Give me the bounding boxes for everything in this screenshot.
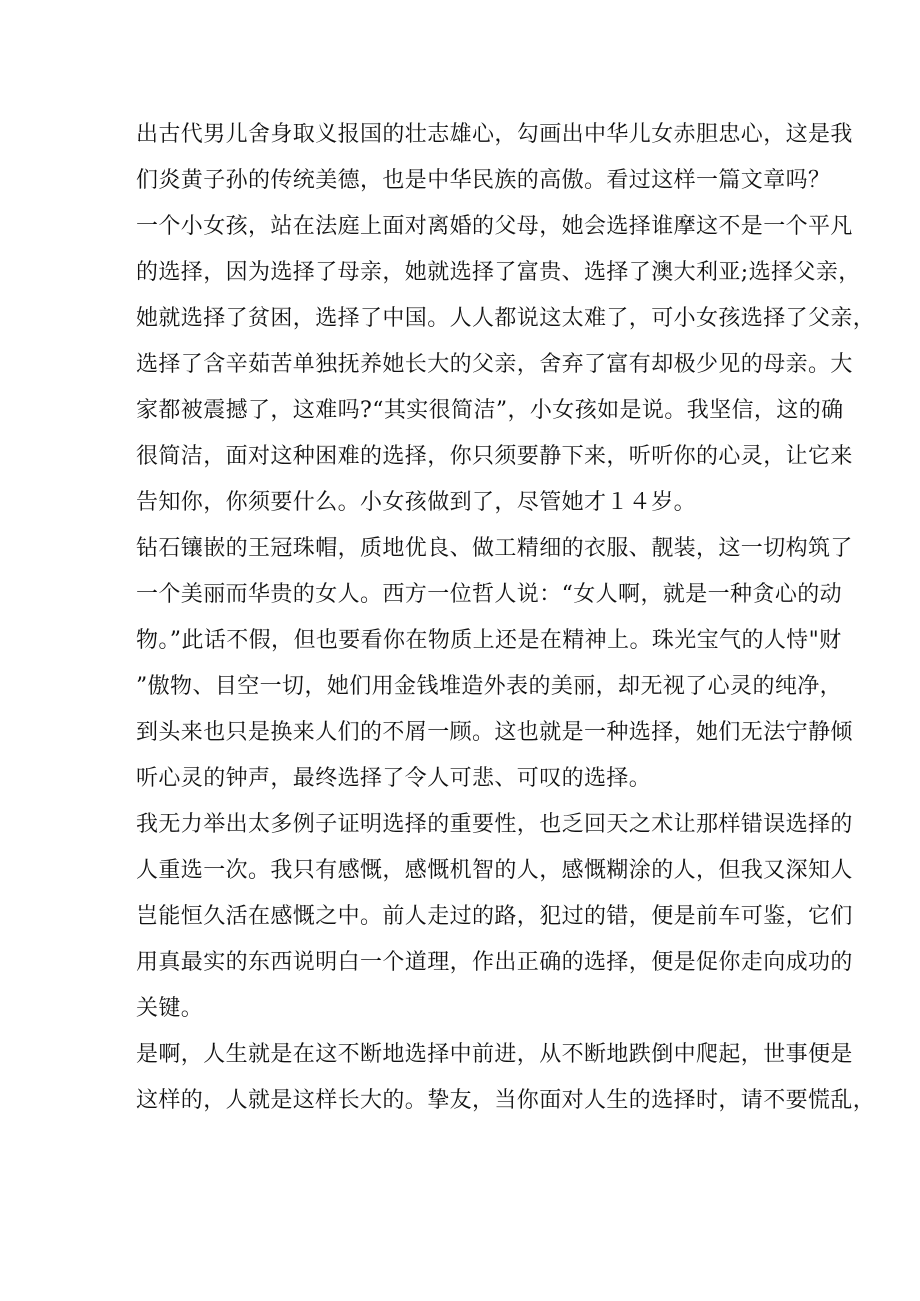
text-line: 她就选择了贫困，选择了中国。人人都说这太难了，可小女孩选择了父亲， <box>136 306 876 331</box>
text-line: 的选择，因为选择了母亲，她就选择了富贵、选择了澳大利亚;选择父亲， <box>136 260 861 285</box>
text-line: 出古代男儿舍身取义报国的壮志雄心，勾画出中华儿女赤胆忠心，这是我 <box>136 122 853 147</box>
text-line: 很简洁，面对这种困难的选择，你只须要静下来，听听你的心灵，让它来 <box>136 444 853 469</box>
text-line: 用真最实的东西说明白一个道理，作出正确的选择，便是促你走向成功的 <box>136 950 853 975</box>
text-line: 物。”此话不假，但也要看你在物质上还是在精神上。珠光宝气的人恃"财 <box>136 628 842 653</box>
text-line: 一个美丽而华贵的女人。西方一位哲人说：“女人啊，就是一种贪心的动 <box>136 582 843 607</box>
text-line: 这样的，人就是这样长大的。挚友，当你面对人生的选择时，请不要慌乱， <box>136 1088 876 1113</box>
text-line: 选择了含辛茹苦单独抚养她长大的父亲，舍弃了富有却极少见的母亲。大 <box>136 352 853 377</box>
text-line: 关键。 <box>136 996 204 1021</box>
text-line: 人重选一次。我只有感慨，感慨机智的人，感慨糊涂的人，但我又深知人 <box>136 858 853 883</box>
text-line: 是啊，人生就是在这不断地选择中前进，从不断地跌倒中爬起，世事便是 <box>136 1042 853 1067</box>
text-line: 们炎黄子孙的传统美德，也是中华民族的高傲。看过这样一篇文章吗？ <box>136 168 831 193</box>
text-line: 告知你，你须要什么。小女孩做到了，尽管她才１４岁。 <box>136 490 697 515</box>
text-line: 一个小女孩，站在法庭上面对离婚的父母，她会选择谁摩这不是一个平凡 <box>136 214 853 239</box>
text-line: 钻石镶嵌的王冠珠帽，质地优良、做工精细的衣服、靓装，这一切构筑了 <box>136 536 853 561</box>
text-line: ”傲物、目空一切，她们用金钱堆造外表的美丽，却无视了心灵的纯净， <box>136 674 843 699</box>
text-line: 到头来也只是换来人们的不屑一顾。这也就是一种选择，她们无法宁静倾 <box>136 720 853 745</box>
text-line: 岂能恒久活在感慨之中。前人走过的路，犯过的错，便是前车可鉴，它们 <box>136 904 853 929</box>
text-line: 家都被震撼了，这难吗?“其实很简洁”，小女孩如是说。我坚信，这的确 <box>136 398 844 423</box>
text-line: 我无力举出太多例子证明选择的重要性，也乏回天之术让那样错误选择的 <box>136 812 853 837</box>
text-line: 听心灵的钟声，最终选择了令人可悲、可叹的选择。 <box>136 766 652 791</box>
essay-body <box>136 112 876 1124</box>
